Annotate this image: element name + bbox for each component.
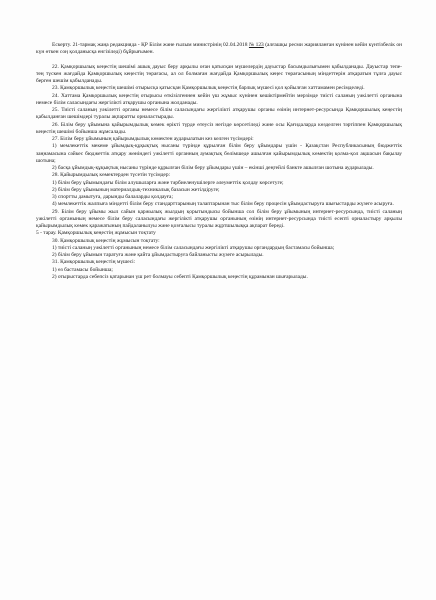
paragraph-31-item-2: 2) отырыстарда себепсіз қатарынан үш рет болмауы себепті Қамқоршылық кеңестің құрамынан шығарылады. — [52, 273, 308, 280]
paragraph-27: 27. Білім беру ұйымының қайырымдылық көмектен аударылатын кез келген түсімдері: — [52, 136, 254, 142]
paragraph-28-item-2: 2) білім беру ұйымының материалдық-техникалық базасын жетілдіруге; — [52, 186, 220, 193]
paragraph-24: 24. Хаттама Қамқоршылық кеңестің отырысы өткізілгеннен кейін үш жұмыс күнінен кешіктірмейтін мерзімде тиісті саланың уәкілетті органына немесе білім саласындағы жергілікті атқарушы органына жолданады. — [36, 92, 402, 106]
paragraph-25: 25. Тиісті саланың уәкілетті органы немесе білім саласындағы жергілікті атқарушы органы өзінің интернет-ресурсында Қамқоршылық кеңестің қабылданған шешімдері туралы ақпаратты орналастырады. — [36, 107, 402, 121]
paragraph-22: 22. Қамқоршылық кеңестің шешімі ашық дауыс беру арқылы оған қатысқан мүшелердің дауыстар басымдылығымен қабылданады. Дауыстар тепе-тең түскен жағдайда Қамқоршылық кеңестің төрағасы, ал ол болмаған жағдайда Қамқоршылық кеңес төрағасының міндеттерін атқаратын тұлға дауыс берген шешім қабылданады. — [36, 63, 402, 84]
paragraph-29: 29. Білім беру ұйымы жыл сайын қаржылық жылдың қорытындысы бойынша сол білім беру ұйымының интернет-ресурсында, тиісті саланың уәкілетті органының немесе білім беру саласындағы жергілікті атқарушы органының өзінің интернет-ресурсында тиісті есепті орналастыру арқылы қайырымдылық көмек қаражатының пайдаланылуы және қозғалысы туралы жұртшылыққа ақпарат береді. — [36, 208, 402, 229]
note-text-after: (алғашқы ресми жарияланған күнінен кейін күнтізбелік он күн өткен соң қолданысқа енгізіледі) бұйрығымен. — [36, 42, 402, 56]
paragraph-30-item-2: 2) білім беру ұйымын таратуға және қайта ұйымдастыруға байланысты жүзеге асырылады. — [52, 252, 264, 258]
note-text-before: Ескерту. 21-тармақ жаңа редакцияда - ҚР Білім және ғылым министрінің 02.04.2018 — [52, 42, 249, 48]
paragraph-28-item-3: 3) спортты дамытуға, дарынды балаларды қолдауға; — [52, 194, 173, 200]
order-link[interactable]: № 123 — [248, 42, 264, 48]
paragraph-31: 31. Қамқоршылық кеңестің мүшесі: — [52, 259, 136, 266]
section-title: 5 - тарау. Қамқоршылық кеңестің жұмысын тоқтату — [36, 230, 156, 237]
paragraph-27-item-1: 1) мемлекеттік мекеме ұйымдық-құқықтық нысаны түрінде құрылған білім беру ұйымдары үшін - Қазақстан Республикасының бюджеттік заңнамасына сәйкес бюджеттік атқару жөніндегі уәкілетті органның аумақтық бөлімшеде ашылған қайырымдылық көмектің қолма-қол ақшасын бақылау шотына; — [36, 143, 402, 164]
paragraph-30: 30. Қамқоршылық кеңестің жұмысын тоқтату: — [52, 237, 160, 244]
paragraph-30-item-1: 1) тиісті саланың уәкілетті органының немесе білім саласындағы жергілікті атқарушы органдардың бастамасы бойынша; — [52, 244, 335, 251]
amendment-note — [36, 42, 402, 57]
paragraph-26: 26. Білім беру ұйымына қайырымдылық көмек өрікті түрде өтеусіз негізде көрсетіледі және осы Қағидаларда көзделген тәртіппен Қамқоршылық кеңестің шешімі бойынша жұмсалады. — [36, 121, 402, 135]
paragraph-27-item-2: 2) басқа ұйымдық-құқықтық нысаны түрінде құрылған білім беру ұйымдары үшін – екінші деңгейлі банкте ашылған шотына аударылады. — [52, 165, 374, 171]
paragraph-28: 28. Қайырымдылық көмектерден түсетін түсімдер: — [52, 172, 171, 179]
paragraph-28-item-4: 4) мемлекеттік жалпыға міндетті білім беру стандарттарының талаптарынан тыс білім беру процесін ұйымдастыруға шығыстарды жүзеге асыруға. — [52, 201, 394, 208]
paragraph-23: 23. Қамқоршылық кеңестің шешімі отырысқа қатысқан Қамқоршылық кеңестің барлық мүшесі қол қойылған хаттамамен ресімделеді. — [52, 85, 365, 92]
spacer — [36, 57, 402, 64]
paragraph-28-item-1: 1) білім беру ұйымындағы білім алушыларға және тәрбиеленушілерге әлеуметтік қолдау көрсетуге; — [52, 179, 284, 186]
document-body — [36, 42, 402, 281]
paragraph-31-item-1: 1) өз бастамасы бойынша; — [52, 266, 113, 273]
